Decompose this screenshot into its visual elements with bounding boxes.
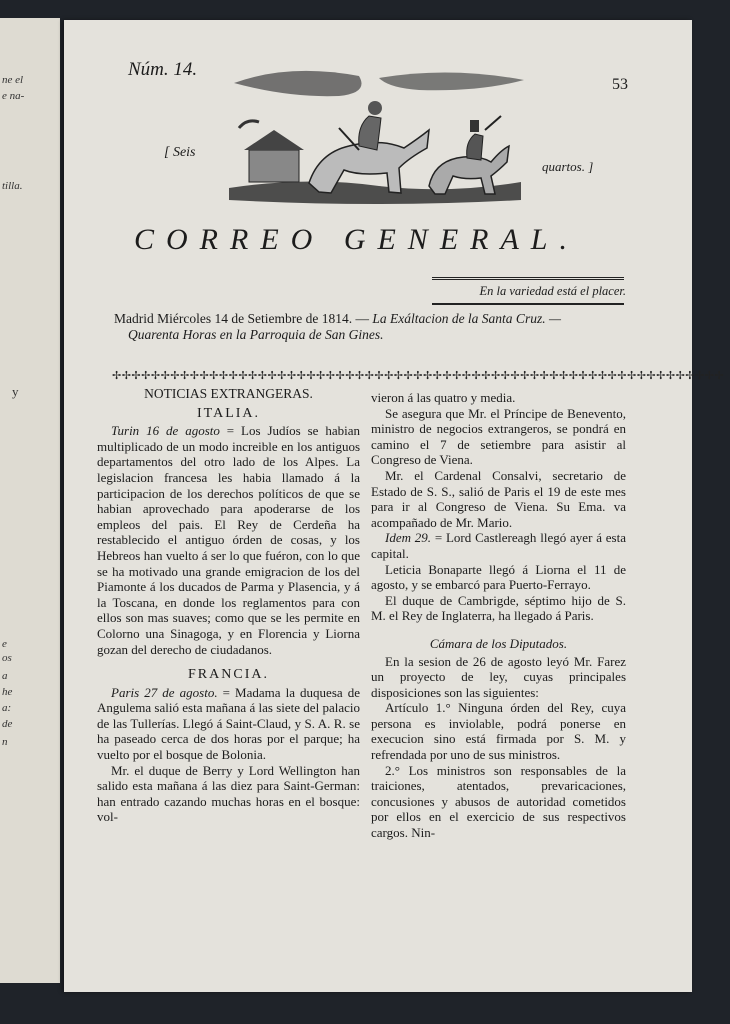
paragraph: Se asegura que Mr. el Príncipe de Benevento, ministro de negocios extrangeros, se pondrá en camino el 7 de setiembre para asistir al Congreso de Viena.	[371, 405, 626, 468]
paragraph: vieron á las quatro y media.	[371, 390, 516, 405]
paragraph: 2.° Los ministros son responsables de la traiciones, atentados, prevaricaciones, concusiones y abusos de autoridad cometidos por ellos en el exercicio de sus respectivos cargos. Nin-	[371, 762, 626, 841]
francia-date: Paris 27 de agosto.	[111, 684, 218, 700]
paragraph: Mr. el Cardenal Consalvi, secretario de Estado de S. S., salió de Paris el 19 de este mes para ir al Congreso de Viena. Su Ema. va acompañado de Mr. Mario.	[371, 467, 626, 530]
left-fragment: tilla.	[2, 180, 23, 192]
dateline-line2: Quarenta Horas en la Parroquia de San Gines.	[128, 327, 384, 342]
paragraph: El duque de Cambrigde, séptimo hijo de S. M. el Rey de Inglaterra, ha llegado á Paris.	[371, 592, 626, 624]
camara-heading: Cámara de los Diputados.	[429, 635, 568, 651]
paragraph-text: = Lord Castlereagh llegó ayer á esta capital.	[371, 530, 626, 561]
section-heading: NOTICIAS EXTRANGERAS.	[144, 386, 313, 401]
francia-article	[97, 685, 360, 763]
francia-heading: FRANCIA.	[188, 667, 269, 683]
berry-article: Mr. el duque de Berry y Lord Wellington han salido esta mañana á las diez para Saint-German: han entrado cazando muchas horas en el bosque: vol-	[97, 762, 360, 825]
paragraph: Artículo 1.° Ninguna órden del Rey, cuya persona es inviolable, podrá ponerse en execucion sino está firmada por S. M. y refrendada por uno de sus ministros.	[371, 700, 626, 763]
left-fragment: e na-	[2, 90, 25, 102]
left-fragment: n	[2, 736, 8, 748]
motto-rule-bottom	[432, 303, 624, 305]
ornamental-divider: ✢✢✢✢✢✢✢✢✢✢✢✢✢✢✢✢✢✢✢✢✢✢✢✢✢✢✢✢✢✢✢✢✢✢✢✢✢✢✢✢✢✢✢✢✢✢✢✢✢✢✢✢✢✢✢✢✢✢✢✢✢✢✢	[112, 370, 725, 382]
dateline-feast: La Exáltacion de la Santa Cruz. —	[372, 311, 561, 326]
column-left	[97, 386, 360, 825]
newspaper-page	[64, 20, 725, 992]
left-fragment: ne el	[2, 74, 24, 86]
left-fragment: e	[2, 638, 7, 650]
paragraph: En la sesion de 26 de agosto leyó Mr. Farez un proyecto de ley, cuyas principales disposiciones son las siguientes:	[371, 653, 626, 700]
dateline	[114, 311, 634, 343]
left-fragment: y	[12, 384, 19, 399]
francia-text: = Madama la duquesa de Angulema salió esta mañana á las siete del palacio de las Tullerías. Llegó á Saint-Claud, y S. A. R. se ha paseado cerca de dos horas por el parque; ha vuelto por el bosque de Bolonia.	[97, 684, 360, 763]
left-fragment: a:	[2, 702, 12, 714]
left-fragment: he	[2, 686, 13, 698]
italia-article	[97, 423, 360, 657]
page-number: 53	[612, 76, 628, 93]
issue-number: Núm. 14.	[128, 59, 198, 80]
italia-text: = Los Judíos se habian multiplicado de un modo increible en los antiguos departamentos del otro lado de los Alpes. La legislacion francesa les habia llamado á la participacion de los derechos políticos de que se habian aprovechado para apoderarse de los empleos del pais. El Rey de Cerdeña ha restablecido el antiguo órden de cosas, y los Hebreos han vuelto á ser lo que fuéron, con lo que se ha motivado una grande emigracion de los del Piamonte á los ducados de Parma y Plasencia, y á la Toscana, en donde los reglamentos para con ellos son mas suaves; como que se les permite en Colorno una Sinagoga, y en Florencia y Liorna gozan del derecho de ciudadanos.	[97, 423, 360, 657]
left-fragment: de	[2, 718, 13, 730]
motto-rule-top	[432, 277, 624, 280]
paragraph: Leticia Bonaparte llegó á Liorna el 11 de agosto, y se embarcó para Puerto-Ferrayo.	[371, 561, 626, 593]
italia-heading: ITALIA.	[196, 405, 261, 421]
left-page-edge	[0, 18, 60, 983]
horsemen-vignette-image	[229, 58, 529, 216]
left-fragment: a	[2, 670, 8, 682]
motto: En la variedad está el placer.	[479, 284, 626, 298]
left-fragment: os	[2, 652, 12, 664]
price-left: [ Seis	[164, 145, 196, 160]
masthead-title: CORREO GENERAL.	[134, 223, 579, 256]
idem-date: Idem 29.	[385, 530, 432, 546]
italia-date: Turin 16 de agosto	[111, 423, 220, 439]
paragraph	[371, 530, 626, 561]
dateline-prefix: Madrid Miércoles 14 de Setiembre de 1814. —	[114, 311, 373, 326]
price-right: quartos. ]	[542, 159, 594, 174]
column-right	[371, 390, 626, 841]
